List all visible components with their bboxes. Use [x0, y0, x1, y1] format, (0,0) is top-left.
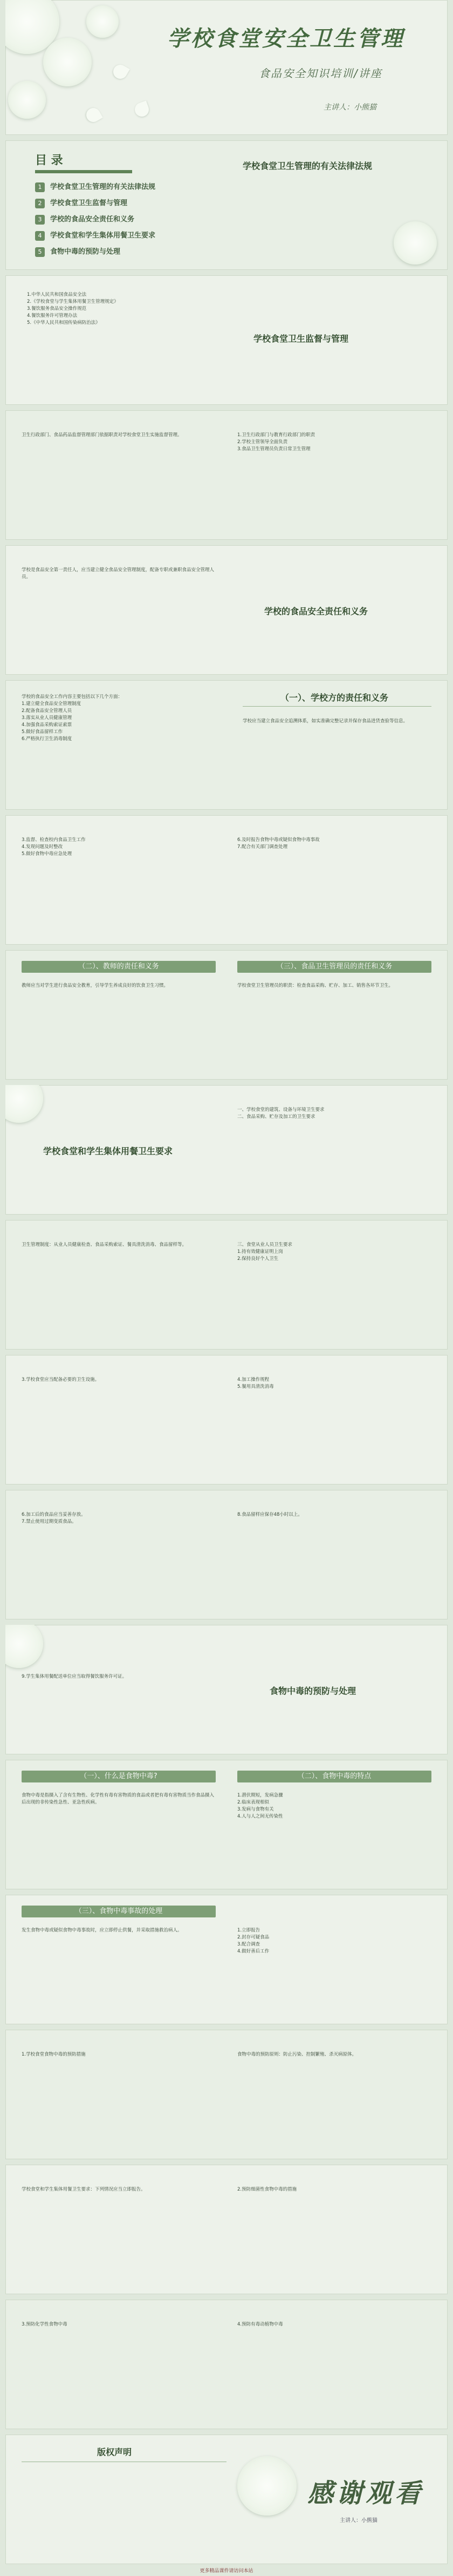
content-slide	[5, 1760, 448, 1889]
toc-heading: 目 录	[35, 154, 63, 167]
body-text: 学校食堂和学生集体用餐卫生要求：下列情况应当立即报告。	[22, 2187, 146, 2192]
content-slide	[5, 1355, 448, 1484]
section-title: 学校的食品安全责任和义务	[264, 606, 368, 616]
body-text: 8.食品留样应保存48小时以上。	[237, 1512, 303, 1517]
body-text: 教师应当对学生进行食品安全教育，引导学生养成良好的饮食卫生习惯。	[22, 983, 169, 988]
body-text: 学校是食品安全第一责任人，应当建立健全食品安全管理制度，配备专职或兼职食品安全管理人员。	[22, 567, 215, 580]
content-slide	[5, 410, 448, 540]
content-slide	[5, 2165, 448, 2294]
body-text: 9.学生集体用餐配送单位应当取得餐饮服务许可证。	[22, 1674, 127, 1679]
flower-decoration	[86, 5, 119, 38]
content-slide	[5, 2300, 448, 2429]
body-text: 学校应当建立食品安全追溯体系，如实准确完整记录并保存食品进货查验等信息。	[243, 718, 408, 724]
cover-title: 学校食堂安全卫生管理	[167, 26, 404, 51]
section-title: 学校食堂卫生管理的有关法律法规	[243, 161, 373, 171]
content-slide	[5, 1625, 448, 1754]
cover-slide	[5, 0, 448, 135]
toc-item[interactable]: 2 学校食堂卫生监督与管理	[35, 197, 127, 208]
content-slide	[5, 950, 448, 1080]
section-title: 食物中毒的预防与处理	[270, 1686, 356, 1696]
body-text: 3.监督、检查校内食品卫生工作 4.发现问题及时整改 5.做好食物中毒应急处理	[22, 837, 86, 857]
petal-decoration	[111, 62, 130, 82]
section-title: 学校食堂和学生集体用餐卫生要求	[43, 1146, 173, 1156]
body-text: 学校的食品安全工作内容主要包括以下几个方面： 1.建立健全食品安全管理制度 2.配备食品安全管理人员 3.落实从业人员健康管理 4.加强食品采购索证索票 5.做好食品留样工作 6.严格执行卫生消毒制度	[22, 694, 123, 742]
body-text: 1.学校食堂食物中毒的预防措施	[22, 2052, 86, 2057]
body-text: 2.预防细菌性食物中毒的措施	[237, 2187, 297, 2192]
section-tab: （三）、食品卫生管理员的责任和义务	[237, 961, 431, 973]
section-title: 学校食堂卫生监督与管理	[253, 334, 349, 344]
cover-subtitle: 食品安全知识培训/讲座	[259, 67, 382, 80]
flower-decoration	[43, 38, 92, 86]
body-text: 学校食堂卫生管理员的职责：检查食品采购、贮存、加工、销售各环节卫生。	[237, 983, 394, 988]
divider	[243, 706, 431, 707]
body-text: 食物中毒是指摄入了含有生物性、化学性有毒有害物质的食品或者把有毒有害物质当作食品摄入后出现的非传染性急性、亚急性疾病。	[22, 1793, 215, 1805]
flower-decoration	[5, 1625, 43, 1668]
content-slide	[5, 2030, 448, 2159]
content-slide	[5, 1085, 448, 1215]
section-tab: （二）、食物中毒的特点	[237, 1771, 431, 1782]
body-text: 发生食物中毒或疑似食物中毒事故时，应立即停止供餐，并采取措施救治病人。	[22, 1928, 182, 1933]
copyright-heading: 版权声明	[97, 2447, 132, 2457]
body-text: 1.卫生行政部门与教育行政部门的职责 2.学校主管领导全面负责 3.食品卫生管理员负责日常卫生管理	[237, 432, 315, 452]
body-text: 3.学校食堂应当配备必要的卫生设施。	[22, 1377, 100, 1382]
body-text: 三、食堂从业人员卫生要求 1.持有效健康证明上岗 2.保持良好个人卫生	[237, 1242, 293, 1262]
body-text: 4.预防有毒动植物中毒	[237, 2322, 283, 2327]
body-text: 3.预防化学性食物中毒	[22, 2322, 67, 2327]
body-text: 1.潜伏期短，发病急骤 2.临床表现相似 3.发病与食物有关 4.人与人之间无传染性	[237, 1793, 283, 1819]
end-slide	[5, 2435, 448, 2564]
footer-link[interactable]: 更多精品课件请访问本站	[200, 2568, 253, 2574]
flower-decoration	[237, 2456, 297, 2516]
flower-decoration	[8, 81, 46, 119]
body-text: 1.立即报告 2.封存可疑食品 3.配合调查 4.做好善后工作	[237, 1928, 270, 1954]
toc-slide	[5, 140, 448, 270]
content-slide	[5, 275, 448, 405]
content-slide	[5, 1220, 448, 1350]
body-text: 4.加工操作规程 5.餐用具清洗消毒	[237, 1377, 274, 1389]
end-author: 主讲人：小熊猫	[340, 2518, 378, 2524]
toc-item[interactable]: 1 学校食堂卫生管理的有关法律法规	[35, 181, 155, 192]
section-tab: （三）、食物中毒事故的处理	[22, 1906, 216, 1917]
body-text: 6.加工后的食品应当妥善存放。 7.禁止使用过期变质食品。	[22, 1512, 86, 1524]
body-text: 卫生管理制度：从业人员健康检查、食品采购索证、餐具清洗消毒、食品留样等。	[22, 1242, 187, 1248]
divider	[35, 170, 132, 173]
body-text: 1.中华人民共和国食品安全法 2.《学校食堂与学生集体用餐卫生管理规定》 3.餐饮服务食品安全操作规范 4.餐饮服务许可管理办法 5.《中华人民共和国传染病防治法》	[27, 292, 119, 326]
content-slide	[5, 815, 448, 945]
content-slide	[5, 1490, 448, 1619]
thanks-title: 感谢观看	[307, 2478, 424, 2509]
toc-item[interactable]: 3 学校的食品安全责任和义务	[35, 213, 134, 225]
body-text: 一、学校食堂的建筑、设备与环境卫生要求 二、食品采购、贮存及加工的卫生要求	[237, 1107, 325, 1120]
petal-decoration	[133, 100, 150, 118]
petal-decoration	[84, 105, 103, 125]
body-text: 6.及时报告食物中毒或疑似食物中毒事故 7.配合有关部门调查处理	[237, 837, 320, 850]
section-tab: （一）、什么是食物中毒?	[22, 1771, 216, 1782]
content-slide	[5, 545, 448, 675]
toc-item[interactable]: 5 食物中毒的预防与处理	[35, 246, 120, 257]
toc-item[interactable]: 4 学校食堂和学生集体用餐卫生要求	[35, 229, 155, 241]
content-slide	[5, 1895, 448, 2024]
section-title: （一）、学校方的责任和义务	[280, 693, 389, 703]
flower-decoration	[394, 221, 437, 265]
content-slide	[5, 680, 448, 810]
body-text: 食物中毒的预防原则：防止污染、控制繁殖、杀灭病原体。	[237, 2052, 357, 2057]
section-tab: （二）、教师的责任和义务	[22, 961, 216, 973]
flower-decoration	[5, 1085, 43, 1123]
body-text: 卫生行政部门、食品药品监督管理部门依据职责对学校食堂卫生实施监督管理。	[22, 432, 182, 438]
cover-author: 主讲人：小熊猫	[324, 103, 376, 112]
